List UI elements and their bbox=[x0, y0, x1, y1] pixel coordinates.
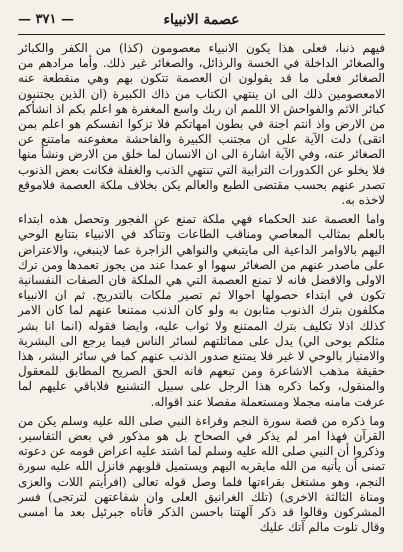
paragraph-3: وما ذكره من قصة سورة النجم وقراءة النبي صلى الله عليه وسلم يكن من القرآن فهذا امر لم يذكر في الصحاح بل هو مذكور في بعض التفاسير، وذكروا أن النبي صلى الله عليه وسلم لما اشتد عليه اعراض قومه عن دعوته تمنى أن يأتيه من الله مايقربه اليهم ويستميل قلوبهم فانزل الله عليه سورة النجم، وهو مشتغل بقراءتها فلما وصل قوله تعالى (افرأيتم اللات والعزى ومناة الثالثة الاخرى) (تلك الغرانيق العلى وان شفاعتهن لترتجى) فسر المشركون وقالوا قد ذكر آلهتنا باحسن الذكر فأتاه جبرئيل بعد ما امسى وقال تلوت مالم آتك عليك bbox=[18, 413, 385, 535]
running-title: عصمة الانبياء bbox=[163, 12, 240, 28]
page-number: — ٣٧١ — bbox=[18, 12, 75, 27]
paragraph-1: فيهم ذنبا، فعلى هذا يكون الانبياء معصومون (كذا) من الكفر والكبائر والصغائر الداخلة في الخسة والرذائل، والصغائر غير ذلك. وأما مرادهم من الصغائر فعلى ما قد يقولون ان العصمة تتكون بهم وهي منقطعة عنه الامعصومين ذلك الى ان ينتهي الكتاب من ذاك الكبيرة (ان الذين يجتنبون كبائر الاثم والفواحش الا اللمم ان ربك واسع المغفرة هو اعلم بكم اذ انشأكم من الارض واذ انتم اجنة في بطون امهاتكم فلا تزكوا انفسكم هو اعلم بمن اتقى) دلت الآية على ان مجتنب الكبيرة والفاحشة معفوعنه مامتنع عن الصغائر عنه، وفي الآية اشارة الى ان الانسان لما خلق من الارض ونشأ منها فلا يخلو عن الكدورات الترابية التي تنتهي الذنب والغفلة فكانت بعض الذنوب تصدر عنهم بحسب مقتضى الطبع والعالم يكن بخلاف ملكة العصمة فلاموقع لاخذه به. bbox=[18, 41, 385, 208]
page-header bbox=[18, 12, 385, 32]
body-text bbox=[18, 41, 385, 536]
paragraph-2: واما العصمة عند الحكماء فهي ملكة تمنع عن الفجور وتحصل هذه ابتداء بالعلم بمثالب المعاصي ومناقب الطاعات وتتأكد في الانبياء بتتابع الوحي اليهم بالاوامر الداعية الى مايتبغي والنواهي الزاجرة عما لاينبغي، والاعتراض على ماصدر عنهم من الصغائر سهوا او عمدا عند من يجوز تعمدها ومن ترك الاولى والافضل فانه لا تمنع العصمة التي هي الملكة فان الصفات النفسانية تكون في ابتداء حصولها احوالا ثم تصير ملكات بالتدريج. ثم ان الانبياء مكلفون بترك الذنوب مثابون به ولو كان الذنب ممتنعا عنهم لما كان الامر كذلك اذلا تكليف بترك الممتنع ولا ثواب عليه، وايضا فقوله (انما انا بشر مثلكم يوحى الي) يدل على مماثلتهم لسائر الناس فيما يرجع الى البشرية والامتياز بالوحي لا غير فلا يمتنع صدور الذنب عنهم كما في سائر البشر، هذا حقيقة مذهب الاشاعرة ومن تبعهم فانه الحق الصريح المطابق للمعقول والمنقول، وكما ذكره هذا الرجل على سبيل التشنيع فلاباقي عليهم لما عرفت مامنه مجملا ومستعملة مفصلا عند اقواله. bbox=[18, 212, 385, 409]
header-rule bbox=[18, 34, 385, 35]
